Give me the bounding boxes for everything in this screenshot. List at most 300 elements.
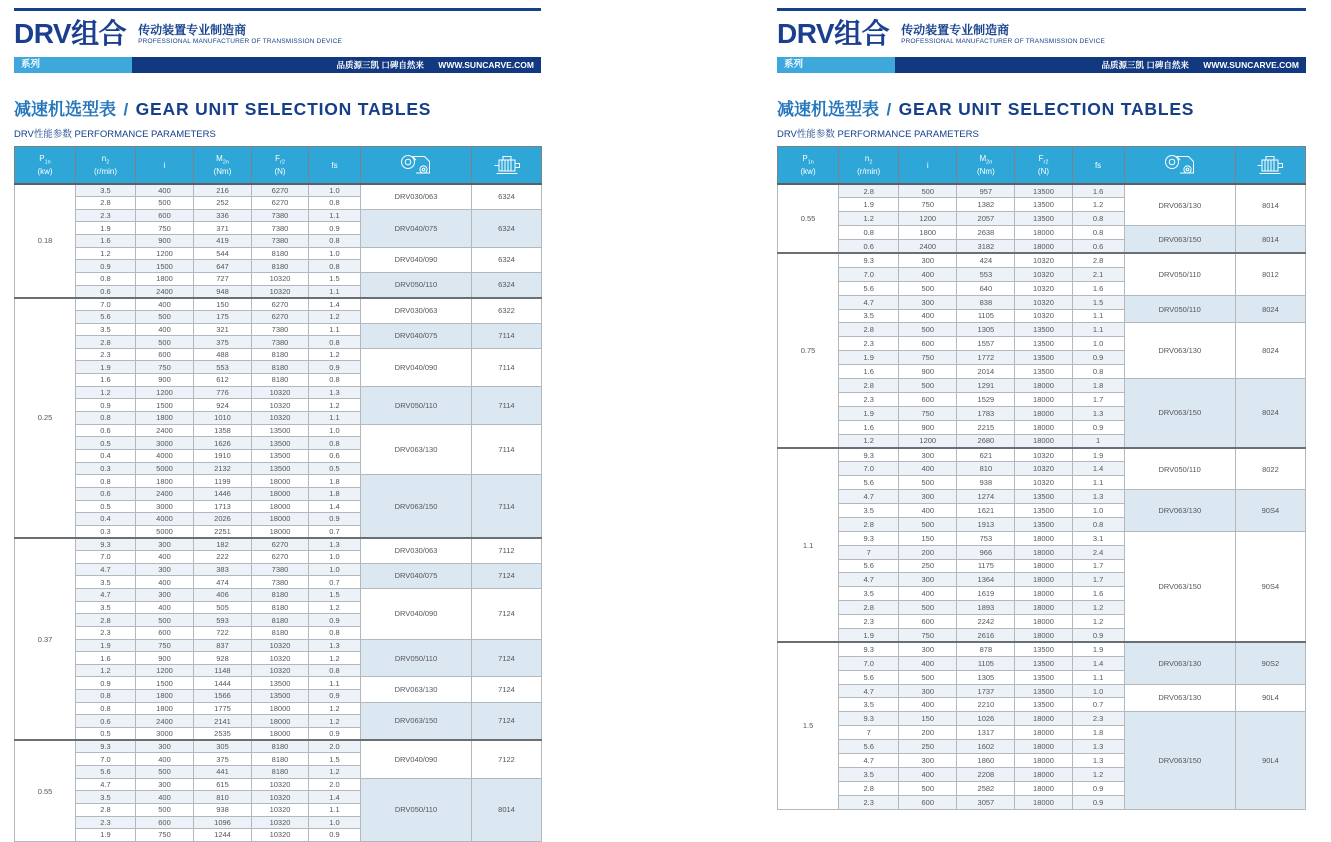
force-cell: 18000	[1015, 240, 1072, 254]
torque-cell: 553	[957, 267, 1015, 281]
table-row	[778, 642, 1306, 656]
table-row	[15, 209, 542, 222]
force-cell: 13500	[1015, 198, 1072, 212]
ratio-cell: 400	[899, 767, 957, 781]
model-cell: DRV063/130	[1124, 184, 1235, 226]
torque-cell: 1305	[957, 670, 1015, 684]
motor-frame-cell: 8014	[1235, 226, 1305, 254]
power-cell: 0.37	[15, 538, 76, 740]
n2-cell: 2.8	[839, 378, 899, 392]
fs-cell: 1.2	[309, 715, 361, 728]
fs-cell: 1.8	[309, 487, 361, 500]
torque-cell: 938	[194, 803, 252, 816]
ratio-cell: 500	[136, 197, 194, 210]
force-cell: 18000	[1015, 767, 1072, 781]
torque-cell: 2026	[194, 513, 252, 526]
ratio-cell: 250	[899, 740, 957, 754]
fs-cell: 0.8	[1072, 365, 1124, 379]
fs-cell: 0.6	[309, 449, 361, 462]
ratio-cell: 500	[136, 336, 194, 349]
fs-cell: 1.2	[1072, 601, 1124, 615]
ratio-cell: 500	[136, 803, 194, 816]
brand-header	[14, 19, 541, 56]
ratio-cell: 300	[136, 563, 194, 576]
model-cell: DRV050/110	[361, 778, 472, 841]
fs-cell: 0.9	[1072, 629, 1124, 643]
torque-cell: 1860	[957, 754, 1015, 768]
ratio-cell: 400	[136, 576, 194, 589]
force-cell: 10320	[252, 285, 309, 298]
page-right	[777, 0, 1306, 810]
force-cell: 10320	[252, 829, 309, 842]
motor-frame-cell: 7122	[472, 740, 542, 778]
force-cell: 10320	[252, 639, 309, 652]
torque-cell: 924	[194, 399, 252, 412]
model-cell: DRV040/075	[361, 563, 472, 588]
ratio-cell: 5000	[136, 462, 194, 475]
n2-cell: 0.8	[76, 690, 136, 703]
fs-cell: 1.8	[1072, 726, 1124, 740]
ratio-cell: 600	[899, 795, 957, 809]
force-cell: 8180	[252, 247, 309, 260]
force-cell: 18000	[1015, 726, 1072, 740]
torque-cell: 810	[957, 462, 1015, 476]
force-cell: 18000	[1015, 573, 1072, 587]
col-header-speed: $n_2$ (r/min)	[76, 147, 136, 185]
power-cell: 0.18	[15, 184, 76, 298]
ratio-cell: 250	[899, 559, 957, 573]
force-cell: 10320	[1015, 267, 1072, 281]
n2-cell: 9.3	[76, 740, 136, 753]
force-cell: 18000	[1015, 629, 1072, 643]
fs-cell: 1.7	[1072, 559, 1124, 573]
ratio-cell: 1800	[136, 412, 194, 425]
n2-cell: 5.6	[839, 740, 899, 754]
ratio-cell: 2400	[136, 424, 194, 437]
torque-cell: 1557	[957, 337, 1015, 351]
force-cell: 10320	[252, 803, 309, 816]
table-row	[15, 424, 542, 437]
torque-cell: 375	[194, 753, 252, 766]
torque-cell: 1783	[957, 406, 1015, 420]
table-row	[15, 475, 542, 488]
series-label: 系列	[777, 57, 895, 73]
power-cell: 1.1	[778, 448, 839, 642]
ratio-cell: 750	[899, 198, 957, 212]
col-header-fs: fs	[1072, 147, 1124, 185]
motor-frame-cell: 7114	[472, 386, 542, 424]
col-header-speed: $n_2$ (r/min)	[839, 147, 899, 185]
n2-cell: 1.2	[76, 386, 136, 399]
fs-cell: 1.9	[1072, 448, 1124, 462]
ratio-cell: 400	[136, 298, 194, 311]
ratio-cell: 750	[899, 629, 957, 643]
model-cell: DRV050/110	[1124, 295, 1235, 323]
torque-cell: 505	[194, 601, 252, 614]
model-cell: DRV040/090	[361, 589, 472, 640]
n2-cell: 4.7	[839, 490, 899, 504]
table-body	[15, 184, 542, 841]
ratio-cell: 4000	[136, 513, 194, 526]
fs-cell: 1.2	[1072, 615, 1124, 629]
force-cell: 13500	[1015, 323, 1072, 337]
brand-logo: DRV组合	[14, 18, 127, 49]
fs-cell: 1.3	[1072, 406, 1124, 420]
fs-cell: 1.4	[1072, 656, 1124, 670]
n2-cell: 2.8	[839, 184, 899, 198]
table-row	[778, 684, 1306, 698]
force-cell: 13500	[1015, 490, 1072, 504]
motor-frame-cell: 7124	[472, 563, 542, 588]
motor-frame-cell: 8022	[1235, 448, 1305, 490]
ratio-cell: 600	[899, 392, 957, 406]
n2-cell: 3.5	[839, 767, 899, 781]
torque-cell: 593	[194, 614, 252, 627]
fs-cell: 0.6	[1072, 240, 1124, 254]
table-row	[778, 448, 1306, 462]
ratio-cell: 1200	[136, 247, 194, 260]
fs-cell: 1.1	[1072, 670, 1124, 684]
motor-frame-cell: 8024	[1235, 378, 1305, 447]
fs-cell: 1.0	[309, 816, 361, 829]
ratio-cell: 3000	[136, 728, 194, 741]
ratio-cell: 500	[899, 601, 957, 615]
torque-cell: 336	[194, 209, 252, 222]
brand-header	[777, 19, 1306, 56]
n2-cell: 2.3	[76, 209, 136, 222]
fs-cell: 0.7	[309, 525, 361, 538]
torque-cell: 621	[957, 448, 1015, 462]
ratio-cell: 1800	[136, 272, 194, 285]
torque-cell: 1026	[957, 712, 1015, 726]
n2-cell: 3.5	[76, 791, 136, 804]
force-cell: 18000	[1015, 531, 1072, 545]
fs-cell: 1.6	[1072, 184, 1124, 198]
torque-cell: 2242	[957, 615, 1015, 629]
fs-cell: 1.1	[309, 677, 361, 690]
force-cell: 6270	[252, 197, 309, 210]
force-cell: 7380	[252, 336, 309, 349]
torque-cell: 928	[194, 652, 252, 665]
torque-cell: 1291	[957, 378, 1015, 392]
torque-cell: 966	[957, 545, 1015, 559]
ratio-cell: 500	[899, 184, 957, 198]
fs-cell: 0.8	[309, 664, 361, 677]
force-cell: 13500	[252, 437, 309, 450]
ratio-cell: 3000	[136, 437, 194, 450]
n2-cell: 1.9	[76, 361, 136, 374]
motor-frame-cell: 7114	[472, 475, 542, 538]
table-row	[15, 323, 542, 336]
ratio-cell: 500	[899, 781, 957, 795]
motor-frame-cell: 7114	[472, 348, 542, 386]
force-cell: 18000	[252, 715, 309, 728]
torque-cell: 948	[194, 285, 252, 298]
model-cell: DRV030/063	[361, 184, 472, 209]
n2-cell: 7.0	[839, 267, 899, 281]
torque-cell: 175	[194, 310, 252, 323]
page-title	[14, 95, 541, 120]
fs-cell: 1.9	[1072, 642, 1124, 656]
ratio-cell: 900	[899, 420, 957, 434]
fs-cell: 1.5	[1072, 295, 1124, 309]
ratio-cell: 2400	[899, 240, 957, 254]
force-cell: 8180	[252, 348, 309, 361]
ratio-cell: 1500	[136, 677, 194, 690]
n2-cell: 0.4	[76, 449, 136, 462]
fs-cell: 1.2	[309, 652, 361, 665]
ratio-cell: 600	[899, 615, 957, 629]
n2-cell: 9.3	[839, 531, 899, 545]
n2-cell: 1.2	[76, 247, 136, 260]
power-cell: 0.55	[778, 184, 839, 253]
ratio-cell: 400	[136, 601, 194, 614]
fs-cell: 0.9	[309, 728, 361, 741]
fs-cell: 1	[1072, 434, 1124, 448]
torque-cell: 1626	[194, 437, 252, 450]
torque-cell: 1274	[957, 490, 1015, 504]
force-cell: 13500	[1015, 698, 1072, 712]
force-cell: 7380	[252, 235, 309, 248]
force-cell: 8180	[252, 614, 309, 627]
force-cell: 18000	[252, 487, 309, 500]
fs-cell: 1.5	[309, 272, 361, 285]
ratio-cell: 500	[899, 476, 957, 490]
force-cell: 8180	[252, 740, 309, 753]
col-header-force: $F_{r2}$ (N)	[252, 147, 309, 185]
ratio-cell: 1800	[136, 475, 194, 488]
table-header	[15, 147, 542, 185]
model-cell: DRV030/063	[361, 538, 472, 563]
torque-cell: 1621	[957, 503, 1015, 517]
page-title-cn: 减速机选型表	[14, 100, 116, 119]
fs-cell: 1.1	[309, 209, 361, 222]
torque-cell: 252	[194, 197, 252, 210]
fs-cell: 1.0	[309, 551, 361, 564]
n2-cell: 3.5	[76, 601, 136, 614]
ratio-cell: 300	[136, 740, 194, 753]
torque-cell: 1105	[957, 656, 1015, 670]
fs-cell: 0.9	[309, 690, 361, 703]
torque-cell: 2582	[957, 781, 1015, 795]
torque-cell: 2215	[957, 420, 1015, 434]
n2-cell: 1.9	[839, 406, 899, 420]
n2-cell: 4.7	[76, 589, 136, 602]
force-cell: 7380	[252, 209, 309, 222]
torque-cell: 1364	[957, 573, 1015, 587]
model-cell: DRV063/150	[1124, 712, 1235, 809]
torque-cell: 753	[957, 531, 1015, 545]
n2-cell: 5.6	[76, 310, 136, 323]
table-row	[15, 298, 542, 311]
fs-cell: 1.6	[1072, 587, 1124, 601]
torque-cell: 441	[194, 765, 252, 778]
fs-cell: 1.4	[309, 500, 361, 513]
model-cell: DRV050/110	[361, 639, 472, 677]
force-cell: 18000	[252, 513, 309, 526]
table-row	[15, 538, 542, 551]
table-row	[778, 295, 1306, 309]
torque-cell: 2132	[194, 462, 252, 475]
force-cell: 6270	[252, 538, 309, 551]
fs-cell: 1.0	[1072, 503, 1124, 517]
ratio-cell: 500	[136, 614, 194, 627]
model-cell: DRV063/150	[361, 702, 472, 740]
n2-cell: 0.6	[76, 285, 136, 298]
torque-cell: 838	[957, 295, 1015, 309]
n2-cell: 0.6	[76, 424, 136, 437]
force-cell: 13500	[1015, 670, 1072, 684]
fs-cell: 0.7	[1072, 698, 1124, 712]
fs-cell: 1.0	[1072, 684, 1124, 698]
page-title	[777, 95, 1306, 120]
n2-cell: 3.5	[839, 309, 899, 323]
n2-cell: 2.8	[839, 601, 899, 615]
ratio-cell: 1200	[136, 386, 194, 399]
table-row	[15, 702, 542, 715]
fs-cell: 0.9	[1072, 781, 1124, 795]
n2-cell: 9.3	[76, 538, 136, 551]
ratio-cell: 900	[136, 652, 194, 665]
torque-cell: 810	[194, 791, 252, 804]
fs-cell: 1.5	[309, 753, 361, 766]
n2-cell: 2.3	[76, 816, 136, 829]
fs-cell: 3.1	[1072, 531, 1124, 545]
ratio-cell: 150	[899, 531, 957, 545]
table-row	[15, 272, 542, 285]
motor-frame-cell: 7114	[472, 424, 542, 475]
torque-cell: 1148	[194, 664, 252, 677]
n2-cell: 1.2	[76, 664, 136, 677]
gear-unit-icon	[1162, 153, 1198, 177]
ratio-cell: 400	[136, 323, 194, 336]
brand-tagline	[901, 19, 1105, 46]
n2-cell: 1.9	[76, 639, 136, 652]
fs-cell: 1.7	[1072, 392, 1124, 406]
n2-cell: 2.3	[839, 615, 899, 629]
model-cell: DRV040/075	[361, 209, 472, 247]
motor-frame-cell: 8024	[1235, 323, 1305, 379]
fs-cell: 1.3	[1072, 740, 1124, 754]
brand-tagline-en: PROFESSIONAL MANUFACTURER OF TRANSMISSION DEVICE	[901, 38, 1106, 45]
n2-cell: 2.8	[839, 781, 899, 795]
slogan-text: 品质源三凯 口碑自然来	[1101, 60, 1189, 70]
fs-cell: 0.8	[309, 437, 361, 450]
ratio-cell: 750	[136, 222, 194, 235]
fs-cell: 1.6	[1072, 281, 1124, 295]
force-cell: 8180	[252, 601, 309, 614]
col-header-gear-unit	[361, 147, 472, 185]
fs-cell: 0.9	[1072, 420, 1124, 434]
website-text: WWW.SUNCARVE.COM	[438, 60, 534, 70]
ratio-cell: 400	[136, 184, 194, 197]
table-body	[778, 184, 1306, 809]
force-cell: 10320	[252, 412, 309, 425]
torque-cell: 383	[194, 563, 252, 576]
force-cell: 18000	[1015, 740, 1072, 754]
torque-cell: 305	[194, 740, 252, 753]
selection-table-right	[777, 146, 1306, 810]
fs-cell: 0.9	[309, 614, 361, 627]
n2-cell: 1.9	[76, 829, 136, 842]
series-bar	[777, 57, 1306, 73]
table-row	[15, 348, 542, 361]
force-cell: 18000	[1015, 601, 1072, 615]
n2-cell: 1.2	[839, 212, 899, 226]
n2-cell: 4.7	[76, 563, 136, 576]
brand-logo: DRV组合	[777, 18, 890, 49]
col-header-force: $F_{r2}$ (N)	[1015, 147, 1072, 185]
fs-cell: 0.9	[309, 829, 361, 842]
page-title-separator: /	[123, 100, 129, 119]
force-cell: 18000	[1015, 226, 1072, 240]
torque-cell: 2210	[957, 698, 1015, 712]
force-cell: 8180	[252, 361, 309, 374]
n2-cell: 2.8	[76, 336, 136, 349]
website-text: WWW.SUNCARVE.COM	[1203, 60, 1299, 70]
fs-cell: 0.5	[309, 462, 361, 475]
table-row	[15, 677, 542, 690]
force-cell: 7380	[252, 323, 309, 336]
col-header-power: $P_{1n}$ (kw)	[15, 147, 76, 185]
motor-frame-cell: 8024	[1235, 295, 1305, 323]
fs-cell: 1.3	[309, 639, 361, 652]
fs-cell: 1.2	[309, 310, 361, 323]
force-cell: 10320	[1015, 281, 1072, 295]
force-cell: 18000	[1015, 392, 1072, 406]
force-cell: 13500	[252, 677, 309, 690]
model-cell: DRV063/130	[1124, 323, 1235, 379]
force-cell: 10320	[252, 778, 309, 791]
fs-cell: 0.7	[309, 576, 361, 589]
torque-cell: 1713	[194, 500, 252, 513]
force-cell: 13500	[1015, 503, 1072, 517]
ratio-cell: 300	[899, 642, 957, 656]
model-cell: DRV063/130	[361, 424, 472, 475]
n2-cell: 0.6	[76, 715, 136, 728]
ratio-cell: 300	[899, 754, 957, 768]
torque-cell: 222	[194, 551, 252, 564]
force-cell: 8180	[252, 374, 309, 387]
ratio-cell: 150	[899, 712, 957, 726]
force-cell: 18000	[1015, 378, 1072, 392]
ratio-cell: 750	[899, 351, 957, 365]
ratio-cell: 900	[899, 365, 957, 379]
force-cell: 18000	[1015, 406, 1072, 420]
n2-cell: 1.6	[76, 235, 136, 248]
torque-cell: 612	[194, 374, 252, 387]
fs-cell: 1.1	[309, 323, 361, 336]
fs-cell: 1.4	[1072, 462, 1124, 476]
n2-cell: 2.3	[76, 626, 136, 639]
ratio-cell: 500	[136, 310, 194, 323]
ratio-cell: 600	[136, 816, 194, 829]
n2-cell: 9.3	[839, 712, 899, 726]
model-cell: DRV050/110	[1124, 253, 1235, 295]
top-rule	[777, 8, 1306, 11]
fs-cell: 1.2	[309, 348, 361, 361]
torque-cell: 1010	[194, 412, 252, 425]
fs-cell: 0.9	[309, 513, 361, 526]
force-cell: 13500	[1015, 517, 1072, 531]
fs-cell: 1.7	[1072, 573, 1124, 587]
motor-frame-cell: 7124	[472, 677, 542, 702]
fs-cell: 2.0	[309, 740, 361, 753]
n2-cell: 1.6	[76, 374, 136, 387]
selection-table-left	[14, 146, 542, 842]
n2-cell: 2.8	[839, 323, 899, 337]
table-row	[15, 184, 542, 197]
